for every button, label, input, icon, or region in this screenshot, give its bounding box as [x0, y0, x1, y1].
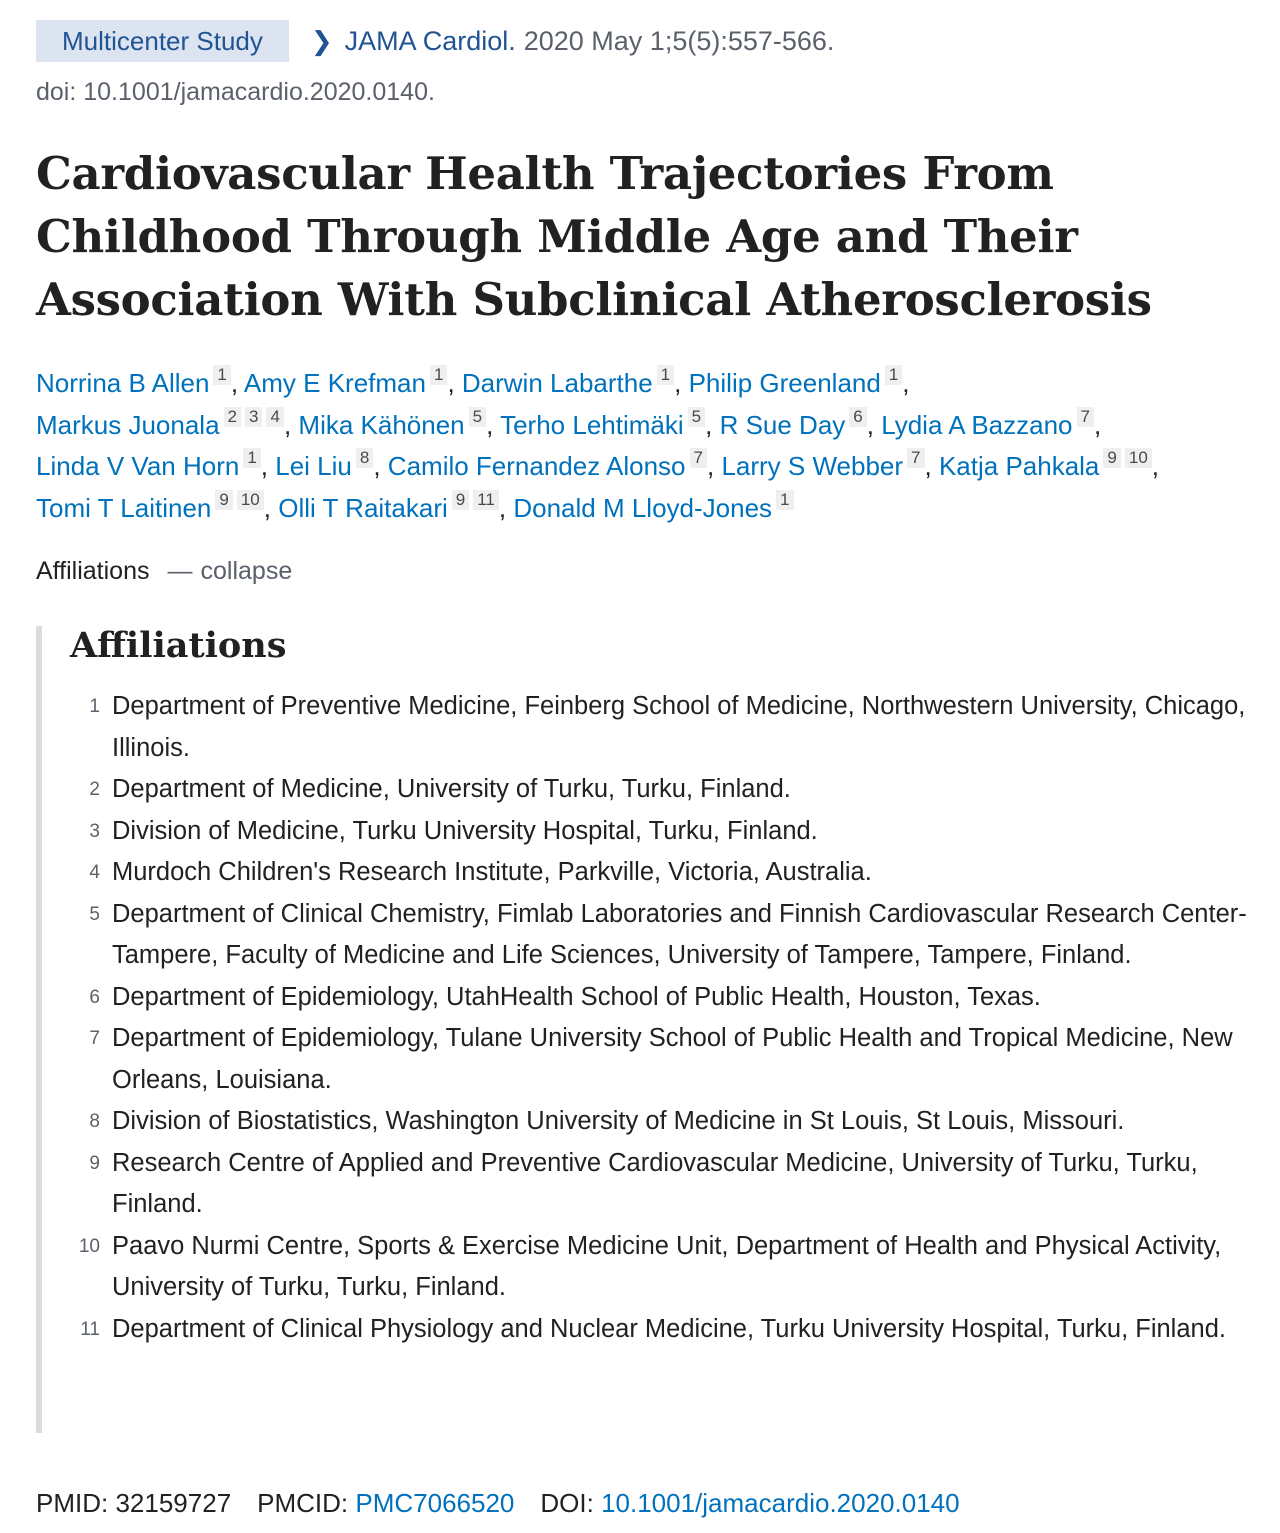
affiliation-ref[interactable]: 7 — [1077, 407, 1094, 427]
affiliation-text: Department of Epidemiology, Tulane University School of Public Health and Tropical Medicine, New Orleans, Louisiana. — [112, 1024, 1233, 1094]
author-link[interactable]: Lei Liu — [275, 451, 352, 481]
author-list — [36, 363, 1276, 529]
affiliation-text: Department of Epidemiology, UtahHealth School of Public Health, Houston, Texas. — [112, 982, 1041, 1011]
affiliation-number: 8 — [89, 1111, 100, 1132]
article-title: Cardiovascular Health Trajectories From Childhood Through Middle Age and Their Association With Subclinical Atherosclerosis — [36, 147, 1152, 326]
author-entry: Norrina B Allen 1 , — [36, 365, 244, 398]
affiliation-item — [42, 1101, 1272, 1143]
affiliation-text: Division of Biostatistics, Washington University of Medicine in St Louis, St Louis, Missouri. — [112, 1107, 1125, 1135]
affiliation-item — [42, 769, 1272, 811]
affiliations-list — [42, 686, 1272, 1350]
affiliation-text: Department of Medicine, University of Turku, Turku, Finland. — [112, 775, 791, 803]
affiliation-text: Department of Clinical Chemistry, Fimlab Laboratories and Finnish Cardiovascular Research Center-Tampere, Faculty of Medicine and Life Sciences, University of Tampere, Tampere, Finland. — [112, 899, 1247, 969]
affiliation-number: 4 — [89, 862, 100, 883]
author-link[interactable]: Camilo Fernandez Alonso — [387, 451, 686, 481]
author-link[interactable]: Terho Lehtimäki — [500, 409, 684, 440]
author-entry: Linda V Van Horn 1 , — [36, 448, 276, 481]
author-link[interactable]: Philip Greenland — [688, 368, 881, 398]
affiliation-ref[interactable]: 5 — [469, 407, 486, 427]
collapse-link[interactable]: collapse — [200, 557, 293, 585]
author-entry: Terho Lehtimäki 5 , — [500, 406, 720, 440]
affiliation-text: Paavo Nurmi Centre, Sports & Exercise Medicine Unit, Department of Health and Physical Activity, University of Turku, Turku, Finland. — [112, 1231, 1222, 1301]
affiliation-item — [42, 894, 1272, 977]
pmid-label: PMID: — [36, 1488, 109, 1518]
affiliation-ref[interactable]: 4 — [266, 407, 283, 427]
affiliation-number: 5 — [89, 903, 100, 925]
affiliation-text: Department of Preventive Medicine, Feinberg School of Medicine, Northwestern University, Chicago, Illinois. — [112, 692, 1246, 762]
identifiers — [36, 1484, 960, 1522]
affiliation-ref[interactable]: 7 — [907, 448, 924, 468]
author-link[interactable]: Katja Pahkala — [938, 451, 1100, 481]
author-entry: Mika Kähönen 5 , — [298, 406, 501, 440]
author-entry: Markus Juonala 2 3 4 , — [36, 406, 299, 440]
author-link[interactable]: Amy E Krefman — [243, 368, 426, 398]
author-entry: Katja Pahkala 9 10 , — [938, 448, 1160, 481]
affiliation-ref[interactable]: 1 — [885, 365, 902, 385]
affiliation-ref[interactable]: 10 — [1125, 448, 1152, 468]
affiliation-ref[interactable]: 1 — [243, 448, 260, 468]
author-entry: Lei Liu 8 , — [275, 448, 388, 481]
affiliation-number: 9 — [89, 1152, 100, 1174]
affiliation-ref[interactable]: 1 — [657, 365, 674, 385]
chevron-right-icon[interactable]: ❯ — [310, 26, 333, 56]
author-link[interactable]: Mika Kähönen — [298, 409, 465, 440]
affiliation-ref[interactable]: 5 — [688, 407, 705, 427]
affiliation-ref[interactable]: 9 — [215, 490, 232, 510]
author-link[interactable]: Donald M Lloyd-Jones — [513, 492, 773, 523]
journal-link[interactable]: JAMA Cardiol. — [344, 26, 516, 56]
affiliation-number: 7 — [89, 1028, 100, 1049]
affiliation-item — [42, 1309, 1272, 1351]
pmid-value: 32159727 — [115, 1488, 232, 1518]
affiliation-ref[interactable]: 1 — [776, 490, 793, 510]
author-entry: Lydia A Bazzano 7 , — [881, 406, 1102, 440]
author-entry: Camilo Fernandez Alonso 7 , — [387, 448, 722, 481]
affiliation-number: 2 — [89, 779, 100, 800]
affiliation-ref[interactable]: 1 — [213, 365, 230, 385]
author-entry: Tomi T Laitinen 9 10 , — [36, 489, 279, 523]
affiliation-text: Murdoch Children's Research Institute, Parkville, Victoria, Australia. — [112, 858, 872, 886]
affiliation-number: 10 — [78, 1235, 100, 1257]
affiliations-toggle[interactable] — [36, 553, 292, 589]
minus-icon: — — [167, 557, 193, 585]
citation-details: 2020 May 1;5(5):557-566. — [523, 26, 835, 56]
doi-line: doi: 10.1001/jamacardio.2020.0140. — [36, 78, 435, 106]
affiliation-ref[interactable]: 9 — [452, 490, 469, 510]
pmcid-link[interactable]: PMC7066520 — [355, 1488, 515, 1518]
affiliation-ref[interactable]: 9 — [1103, 448, 1120, 468]
affiliation-ref[interactable]: 2 — [224, 407, 241, 427]
affiliation-ref[interactable]: 6 — [849, 407, 866, 427]
affiliation-ref[interactable]: 1 — [430, 365, 447, 385]
affiliations-toggle-label: Affiliations — [36, 557, 150, 585]
author-entry: Amy E Krefman 1 , — [243, 365, 462, 398]
affiliation-ref[interactable]: 11 — [473, 490, 499, 510]
doi-link[interactable]: 10.1001/jamacardio.2020.0140 — [601, 1488, 960, 1518]
publication-type-badge[interactable]: Multicenter Study — [36, 20, 289, 62]
author-entry: Darwin Labarthe 1 , — [461, 365, 689, 398]
affiliation-ref[interactable]: 3 — [245, 407, 262, 427]
affiliation-number: 6 — [89, 986, 100, 1008]
affiliations-panel — [36, 626, 1272, 1433]
author-entry — [513, 489, 793, 523]
affiliation-number: 3 — [89, 820, 100, 842]
doi-label: DOI: — [540, 1488, 594, 1518]
affiliation-number: 1 — [89, 696, 100, 717]
author-link[interactable]: Norrina B Allen — [36, 368, 210, 398]
affiliation-ref[interactable]: 8 — [356, 448, 373, 468]
affiliation-item — [42, 1143, 1272, 1226]
affiliation-item — [42, 1226, 1272, 1309]
affiliation-text: Division of Medicine, Turku University Hospital, Turku, Finland. — [112, 816, 818, 845]
affiliation-ref[interactable]: 7 — [690, 448, 707, 468]
affiliation-text: Department of Clinical Physiology and Nuclear Medicine, Turku University Hospital, Turku, Finland. — [112, 1314, 1226, 1343]
author-link[interactable]: Linda V Van Horn — [36, 451, 240, 481]
author-link[interactable]: Larry S Webber — [721, 451, 904, 481]
affiliations-heading: Affiliations — [70, 625, 287, 666]
affiliation-text: Research Centre of Applied and Preventive Cardiovascular Medicine, University of Turku, Turku, Finland. — [112, 1148, 1198, 1218]
author-entry: Larry S Webber 7 , — [721, 448, 939, 481]
affiliation-item — [42, 811, 1272, 853]
affiliation-item — [42, 686, 1272, 769]
pmcid-label: PMCID: — [257, 1488, 349, 1518]
affiliation-ref[interactable]: 10 — [237, 490, 264, 510]
affiliation-item — [42, 1018, 1272, 1101]
author-entry: R Sue Day 6 , — [719, 406, 882, 440]
author-link[interactable]: Tomi T Laitinen — [36, 492, 212, 523]
citation-line — [36, 20, 834, 62]
author-link[interactable]: Darwin Labarthe — [461, 368, 653, 398]
author-link[interactable]: Lydia A Bazzano — [881, 409, 1073, 440]
author-link[interactable]: Olli T Raitakari — [278, 492, 448, 523]
author-entry: Philip Greenland 1 , — [688, 365, 910, 398]
affiliation-item — [42, 977, 1272, 1019]
author-link[interactable]: R Sue Day — [719, 409, 846, 440]
affiliation-item — [42, 852, 1272, 894]
author-link[interactable]: Markus Juonala — [36, 409, 220, 440]
affiliation-number: 11 — [80, 1318, 100, 1340]
author-entry: Olli T Raitakari 9 11 , — [278, 489, 514, 523]
